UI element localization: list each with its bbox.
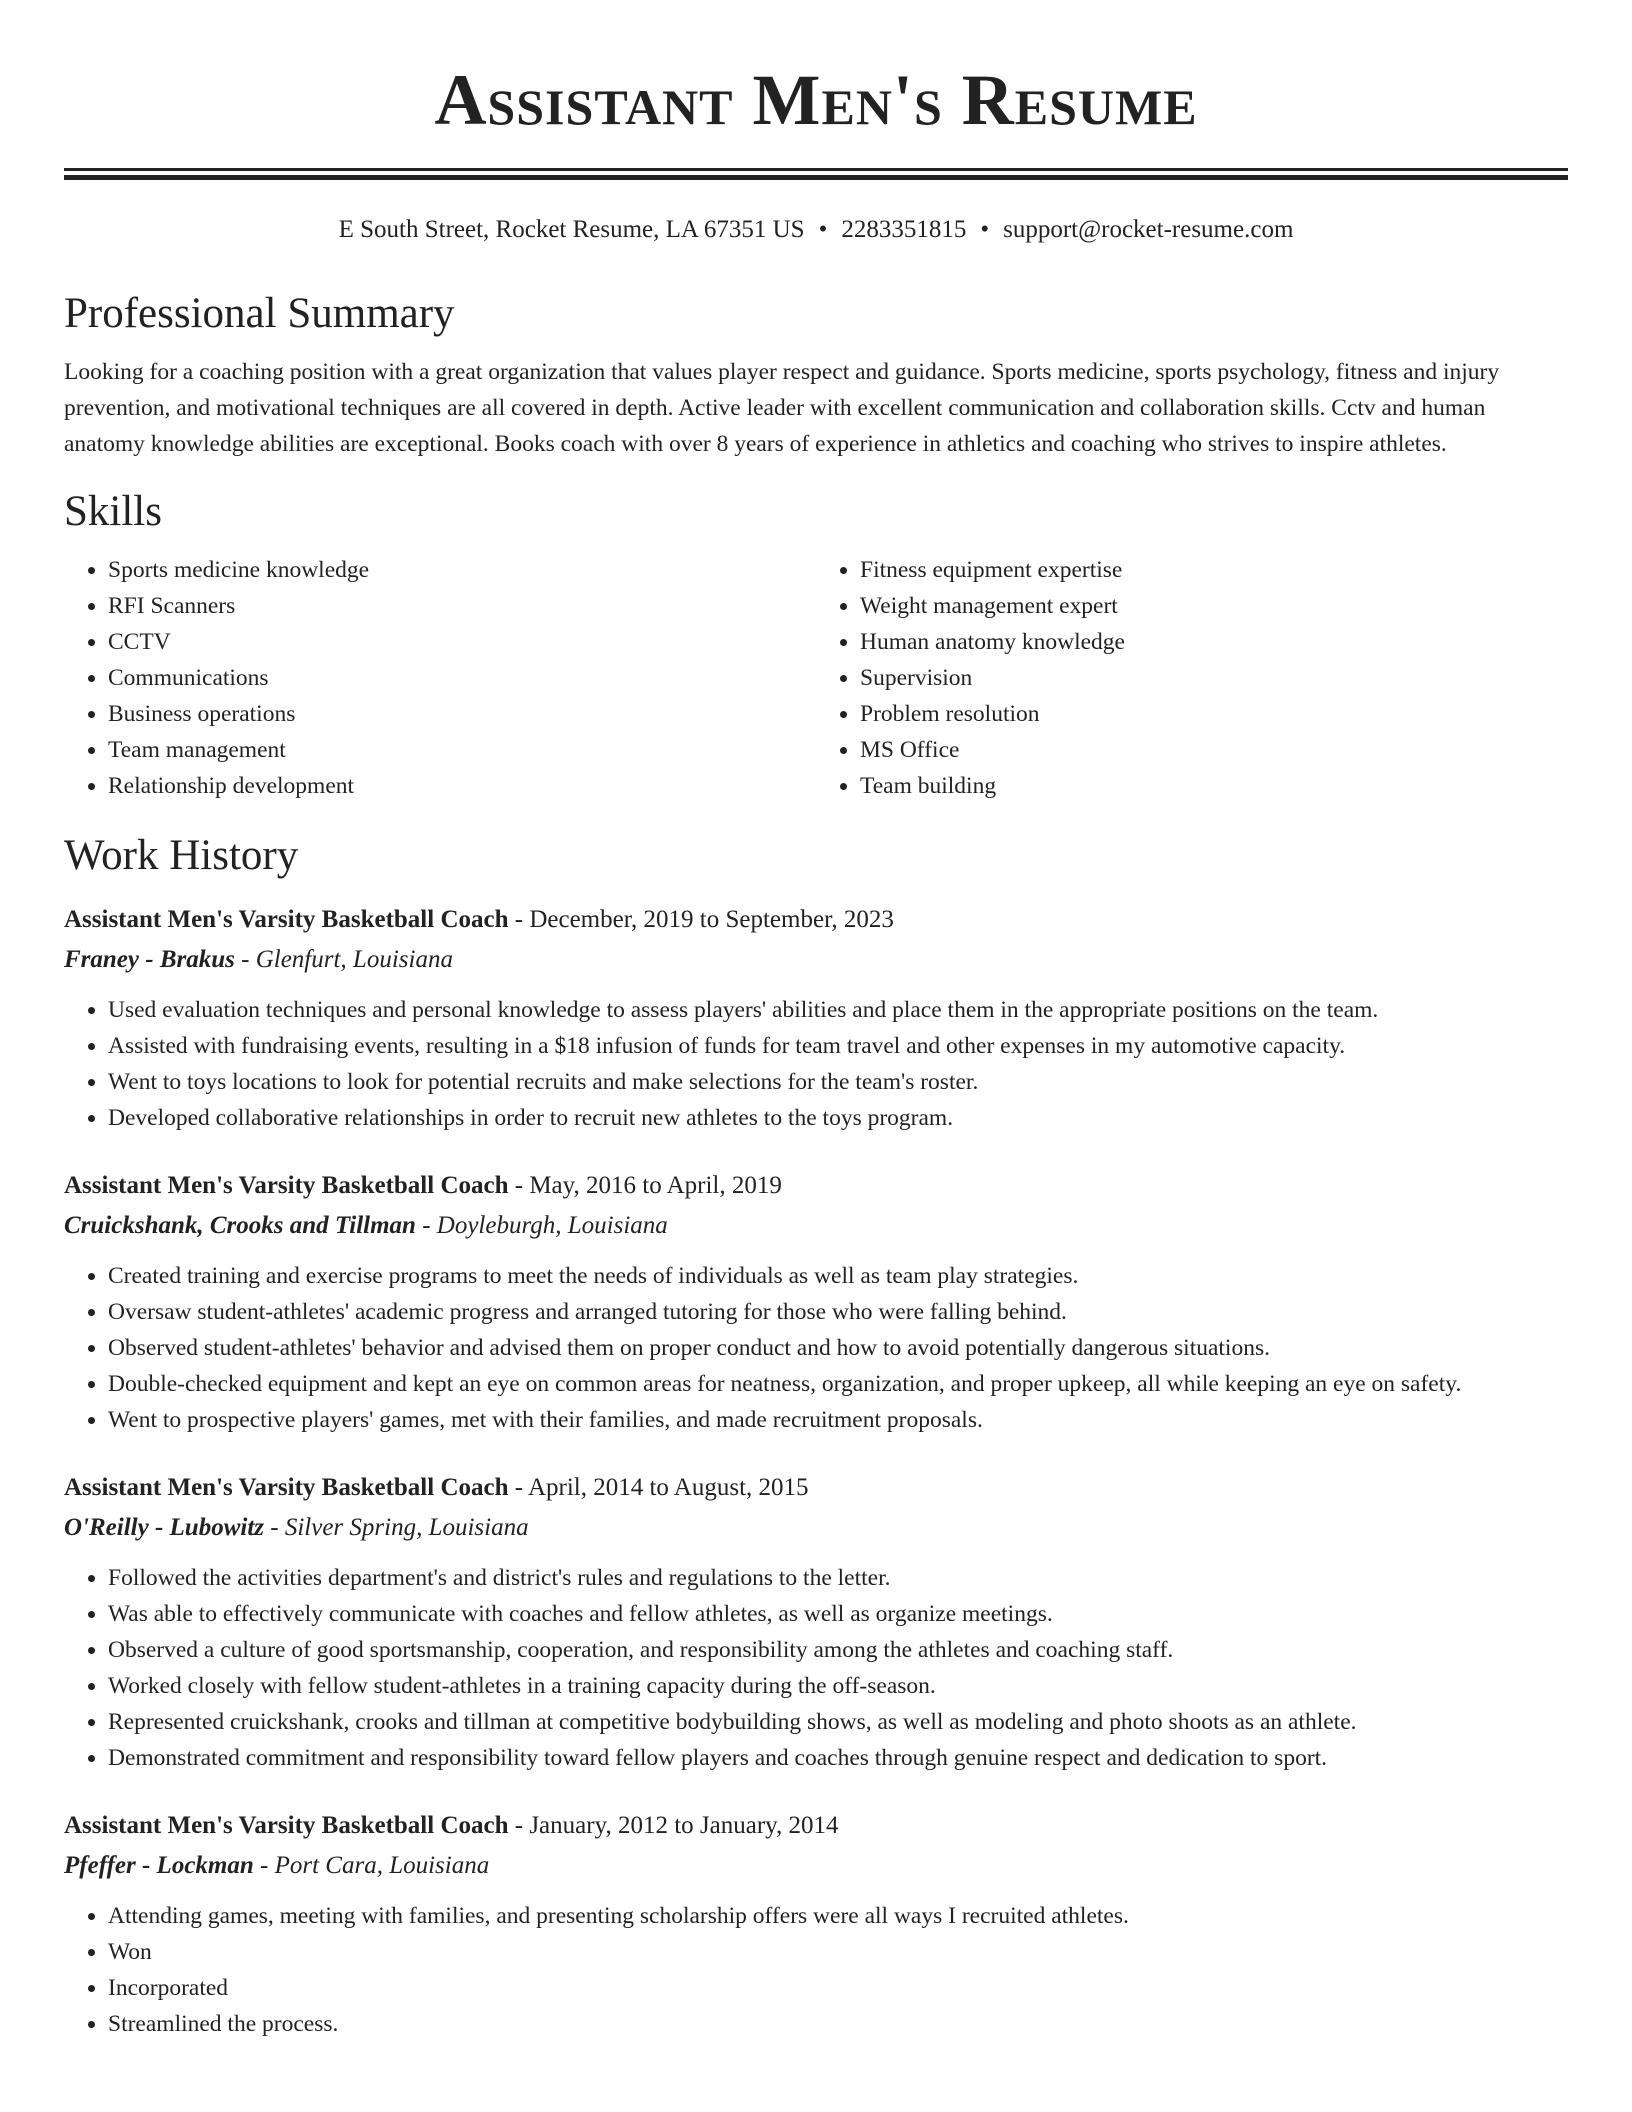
job-company: Pfeffer - Lockman (64, 1852, 254, 1879)
job-company: Cruickshank, Crooks and Tillman (64, 1212, 416, 1239)
header-divider (64, 168, 1568, 180)
job-bullet: • Went to prospective players' games, met with their families, and made recruitment proposals. (108, 1402, 1568, 1438)
job-bullet: • Observed student-athletes' behavior and advised them on proper conduct and how to avoid potentially dangerous situations. (108, 1330, 1568, 1366)
job-company: Franey - Brakus (64, 946, 235, 973)
skill-item: • Team management (108, 732, 816, 768)
contact-address: E South Street, Rocket Resume, LA 67351 US (338, 216, 805, 243)
job-bullet: • Assisted with fundraising events, resulting in a $18 infusion of funds for team travel and other expenses in my automotive capacity. (108, 1028, 1568, 1064)
job-bullet: • Went to toys locations to look for potential recruits and make selections for the team's roster. (108, 1064, 1568, 1100)
job-location: Doyleburgh, Louisiana (436, 1212, 668, 1239)
job-location: Silver Spring, Louisiana (284, 1514, 529, 1541)
job-bullet: • Oversaw student-athletes' academic progress and arranged tutoring for those who were falling behind. (108, 1294, 1568, 1330)
job-entry (64, 900, 1568, 1136)
skill-item: • Human anatomy knowledge (860, 624, 1568, 660)
job-entry (64, 1468, 1568, 1776)
job-bullet: • Developed collaborative relationships in order to recruit new athletes to the toys program. (108, 1100, 1568, 1136)
skill-item: • CCTV (108, 624, 816, 660)
job-bullet: • Observed a culture of good sportsmanship, cooperation, and responsibility among the athletes and coaching staff. (108, 1632, 1568, 1668)
job-bullet: • Was able to effectively communicate with coaches and fellow athletes, as well as organize meetings. (108, 1596, 1568, 1632)
skill-item: • Fitness equipment expertise (860, 552, 1568, 588)
contact-separator: • (818, 216, 828, 243)
job-bullets (64, 1560, 1568, 1776)
job-bullet: • Worked closely with fellow student-athletes in a training capacity during the off-season. (108, 1668, 1568, 1704)
job-bullet: • Double-checked equipment and kept an eye on common areas for neatness, organization, and proper upkeep, all while keeping an eye on safety. (108, 1366, 1568, 1402)
job-bullet: • Created training and exercise programs to meet the needs of individuals as well as team play strategies. (108, 1258, 1568, 1294)
job-location: Glenfurt, Louisiana (255, 946, 453, 973)
job-dates: December, 2019 to September, 2023 (529, 906, 894, 933)
job-entry (64, 1166, 1568, 1438)
summary-heading: Professional Summary (64, 290, 455, 337)
skill-item: • Problem resolution (860, 696, 1568, 732)
contact-phone: 2283351815 (841, 216, 967, 243)
summary-text: Looking for a coaching position with a great organization that values player respect and guidance. Sports medicine, sports psychology, fitness and injury prevention, and motivational techniques are all covered in depth. Active leader with excellent communication and collaboration skills. Cctv and human anatomy knowledge abilities are exceptional. Books coach with over 8 years of experience in athletics and coaching who strives to inspire athletes. (64, 359, 1500, 457)
job-location: Port Cara, Louisiana (274, 1852, 490, 1879)
job-bullet: • Followed the activities department's and district's rules and regulations to the letter. (108, 1560, 1568, 1596)
skill-item: • Sports medicine knowledge (108, 552, 816, 588)
skills-columns (64, 552, 1568, 804)
skills-heading: Skills (64, 488, 162, 535)
skill-item: • MS Office (860, 732, 1568, 768)
contact-separator: • (980, 216, 990, 243)
job-employer: O'Reilly - Lubowitz - Silver Spring, Louisiana (64, 1514, 529, 1541)
skill-item: • Weight management expert (860, 588, 1568, 624)
contact-email: support@rocket-resume.com (1003, 216, 1294, 243)
job-bullet: • Attending games, meeting with families, and presenting scholarship offers were all ways I recruited athletes. (108, 1898, 1568, 1934)
contact-line (64, 214, 1568, 246)
job-title: Assistant Men's Varsity Basketball Coach (64, 1474, 509, 1501)
job-employer: Franey - Brakus - Glenfurt, Louisiana (64, 946, 453, 973)
job-header: Assistant Men's Varsity Basketball Coach - January, 2012 to January, 2014 (64, 1812, 839, 1839)
job-bullet: • Used evaluation techniques and personal knowledge to assess players' abilities and place them in the appropriate positions on the team. (108, 992, 1568, 1028)
skill-item: • Relationship development (108, 768, 816, 804)
job-header: Assistant Men's Varsity Basketball Coach - May, 2016 to April, 2019 (64, 1172, 782, 1199)
job-bullets (64, 1258, 1568, 1438)
job-entry (64, 1806, 1568, 2042)
skills-list-left (64, 552, 816, 804)
job-header: Assistant Men's Varsity Basketball Coach - April, 2014 to August, 2015 (64, 1474, 809, 1501)
job-dates: January, 2012 to January, 2014 (529, 1812, 839, 1839)
job-dates: April, 2014 to August, 2015 (527, 1474, 809, 1501)
job-bullets (64, 1898, 1568, 2042)
skill-item: • Supervision (860, 660, 1568, 696)
skill-item: • Team building (860, 768, 1568, 804)
job-header: Assistant Men's Varsity Basketball Coach - December, 2019 to September, 2023 (64, 906, 894, 933)
job-bullet: • Won (108, 1934, 1568, 1970)
job-employer: Cruickshank, Crooks and Tillman - Doyleburgh, Louisiana (64, 1212, 668, 1239)
work-history-heading: Work History (64, 832, 299, 879)
job-bullet: • Represented cruickshank, crooks and tillman at competitive bodybuilding shows, as well as modeling and photo shoots as an athlete. (108, 1704, 1568, 1740)
skill-item: • Communications (108, 660, 816, 696)
job-title: Assistant Men's Varsity Basketball Coach (64, 906, 509, 933)
job-bullet: • Demonstrated commitment and responsibility toward fellow players and coaches through genuine respect and dedication to sport. (108, 1740, 1568, 1776)
skills-list-right (816, 552, 1568, 804)
job-dates: May, 2016 to April, 2019 (529, 1172, 782, 1199)
job-bullets (64, 992, 1568, 1136)
job-bullet: • Incorporated (108, 1970, 1568, 2006)
resume-name: Assistant Men's Resume (434, 60, 1198, 140)
job-company: O'Reilly - Lubowitz (64, 1514, 264, 1541)
job-employer: Pfeffer - Lockman - Port Cara, Louisiana (64, 1852, 490, 1879)
skill-item: • Business operations (108, 696, 816, 732)
skill-item: • RFI Scanners (108, 588, 816, 624)
job-title: Assistant Men's Varsity Basketball Coach (64, 1812, 509, 1839)
job-bullet: • Streamlined the process. (108, 2006, 1568, 2042)
job-title: Assistant Men's Varsity Basketball Coach (64, 1172, 509, 1199)
